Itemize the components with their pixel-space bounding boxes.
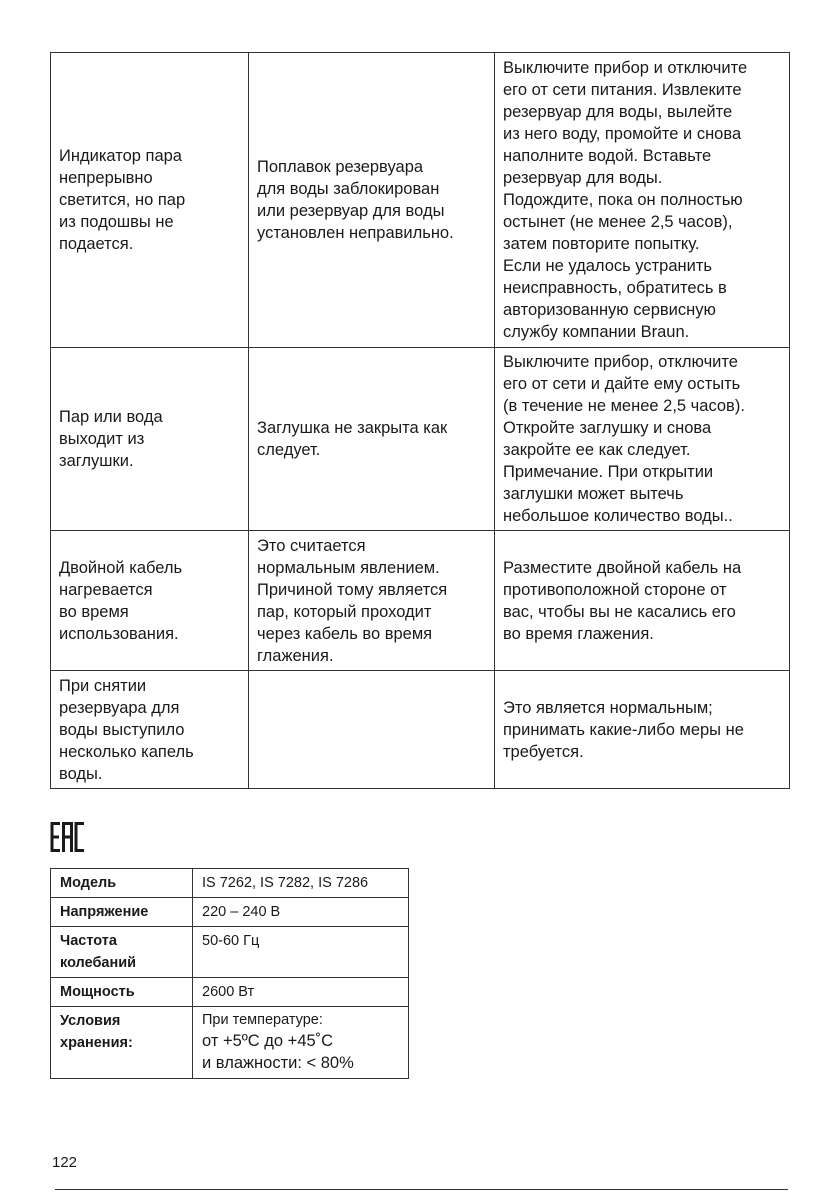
table-row bbox=[51, 869, 409, 898]
eac-logo-icon bbox=[50, 822, 86, 852]
spec-label: Частота колебаний bbox=[51, 927, 193, 978]
spec-value: 50-60 Гц bbox=[193, 927, 409, 978]
cause-cell: Поплавок резервуара для воды заблокирован или резервуар для воды установлен неправильно. bbox=[249, 53, 495, 348]
cause-cell: Это считается нормальным явлением. Причиной тому является пар, который проходит через кабель во время глажения. bbox=[249, 531, 495, 671]
spec-value: 220 – 240 В bbox=[193, 898, 409, 927]
spec-label: Условия хранения: bbox=[51, 1007, 193, 1079]
spec-value: 2600 Вт bbox=[193, 978, 409, 1007]
table-row bbox=[51, 671, 790, 789]
table-row bbox=[51, 348, 790, 531]
table-row bbox=[51, 53, 790, 348]
storage-humidity: и влажности: < 80% bbox=[202, 1054, 354, 1072]
cause-cell: Заглушка не закрыта как следует. bbox=[249, 348, 495, 531]
remedy-cell: Разместите двойной кабель на противоположной стороне от вас, чтобы вы не касались его во время глажения. bbox=[495, 531, 790, 671]
troubleshooting-table bbox=[50, 52, 790, 789]
table-row bbox=[51, 531, 790, 671]
remedy-cell: Выключите прибор, отключите его от сети и дайте ему остыть (в течение не менее 2,5 часов). Откройте заглушку и снова закройте ее как следует. Примечание. При открытии заглушки может вытечь небольшое количество воды.. bbox=[495, 348, 790, 531]
cause-cell bbox=[249, 671, 495, 789]
problem-cell: При снятии резервуара для воды выступило несколько капель воды. bbox=[51, 671, 249, 789]
table-row bbox=[51, 1007, 409, 1079]
spec-value: IS 7262, IS 7282, IS 7286 bbox=[193, 869, 409, 898]
table-row bbox=[51, 978, 409, 1007]
remedy-cell: Выключите прибор и отключите его от сети питания. Извлеките резервуар для воды, вылейте из него воду, промойте и снова наполните водой. Вставьте резервуар для воды. Подождите, пока он полностью остынет (не менее 2,5 часов), затем повторите попытку. Если не удалось устранить неисправность, обратитесь в авторизованную сервисную службу компании Braun. bbox=[495, 53, 790, 348]
storage-temperature: от +5ºC до +45˚C bbox=[202, 1032, 334, 1050]
spec-value bbox=[193, 1007, 409, 1079]
spec-label: Мощность bbox=[51, 978, 193, 1007]
spec-label: Напряжение bbox=[51, 898, 193, 927]
table-row bbox=[51, 927, 409, 978]
eac-certification-logo bbox=[50, 822, 86, 852]
table-row bbox=[51, 898, 409, 927]
problem-cell: Пар или вода выходит из заглушки. bbox=[51, 348, 249, 531]
storage-intro: При температуре: bbox=[202, 1012, 323, 1028]
spec-label: Модель bbox=[51, 869, 193, 898]
footer-divider bbox=[55, 1189, 788, 1190]
specifications-table bbox=[50, 868, 409, 1079]
page-number: 122 bbox=[52, 1154, 78, 1171]
problem-cell: Индикатор пара непрерывно светится, но пар из подошвы не подается. bbox=[51, 53, 249, 348]
problem-cell: Двойной кабель нагревается во время использования. bbox=[51, 531, 249, 671]
remedy-cell: Это является нормальным; принимать какие-либо меры не требуется. bbox=[495, 671, 790, 789]
